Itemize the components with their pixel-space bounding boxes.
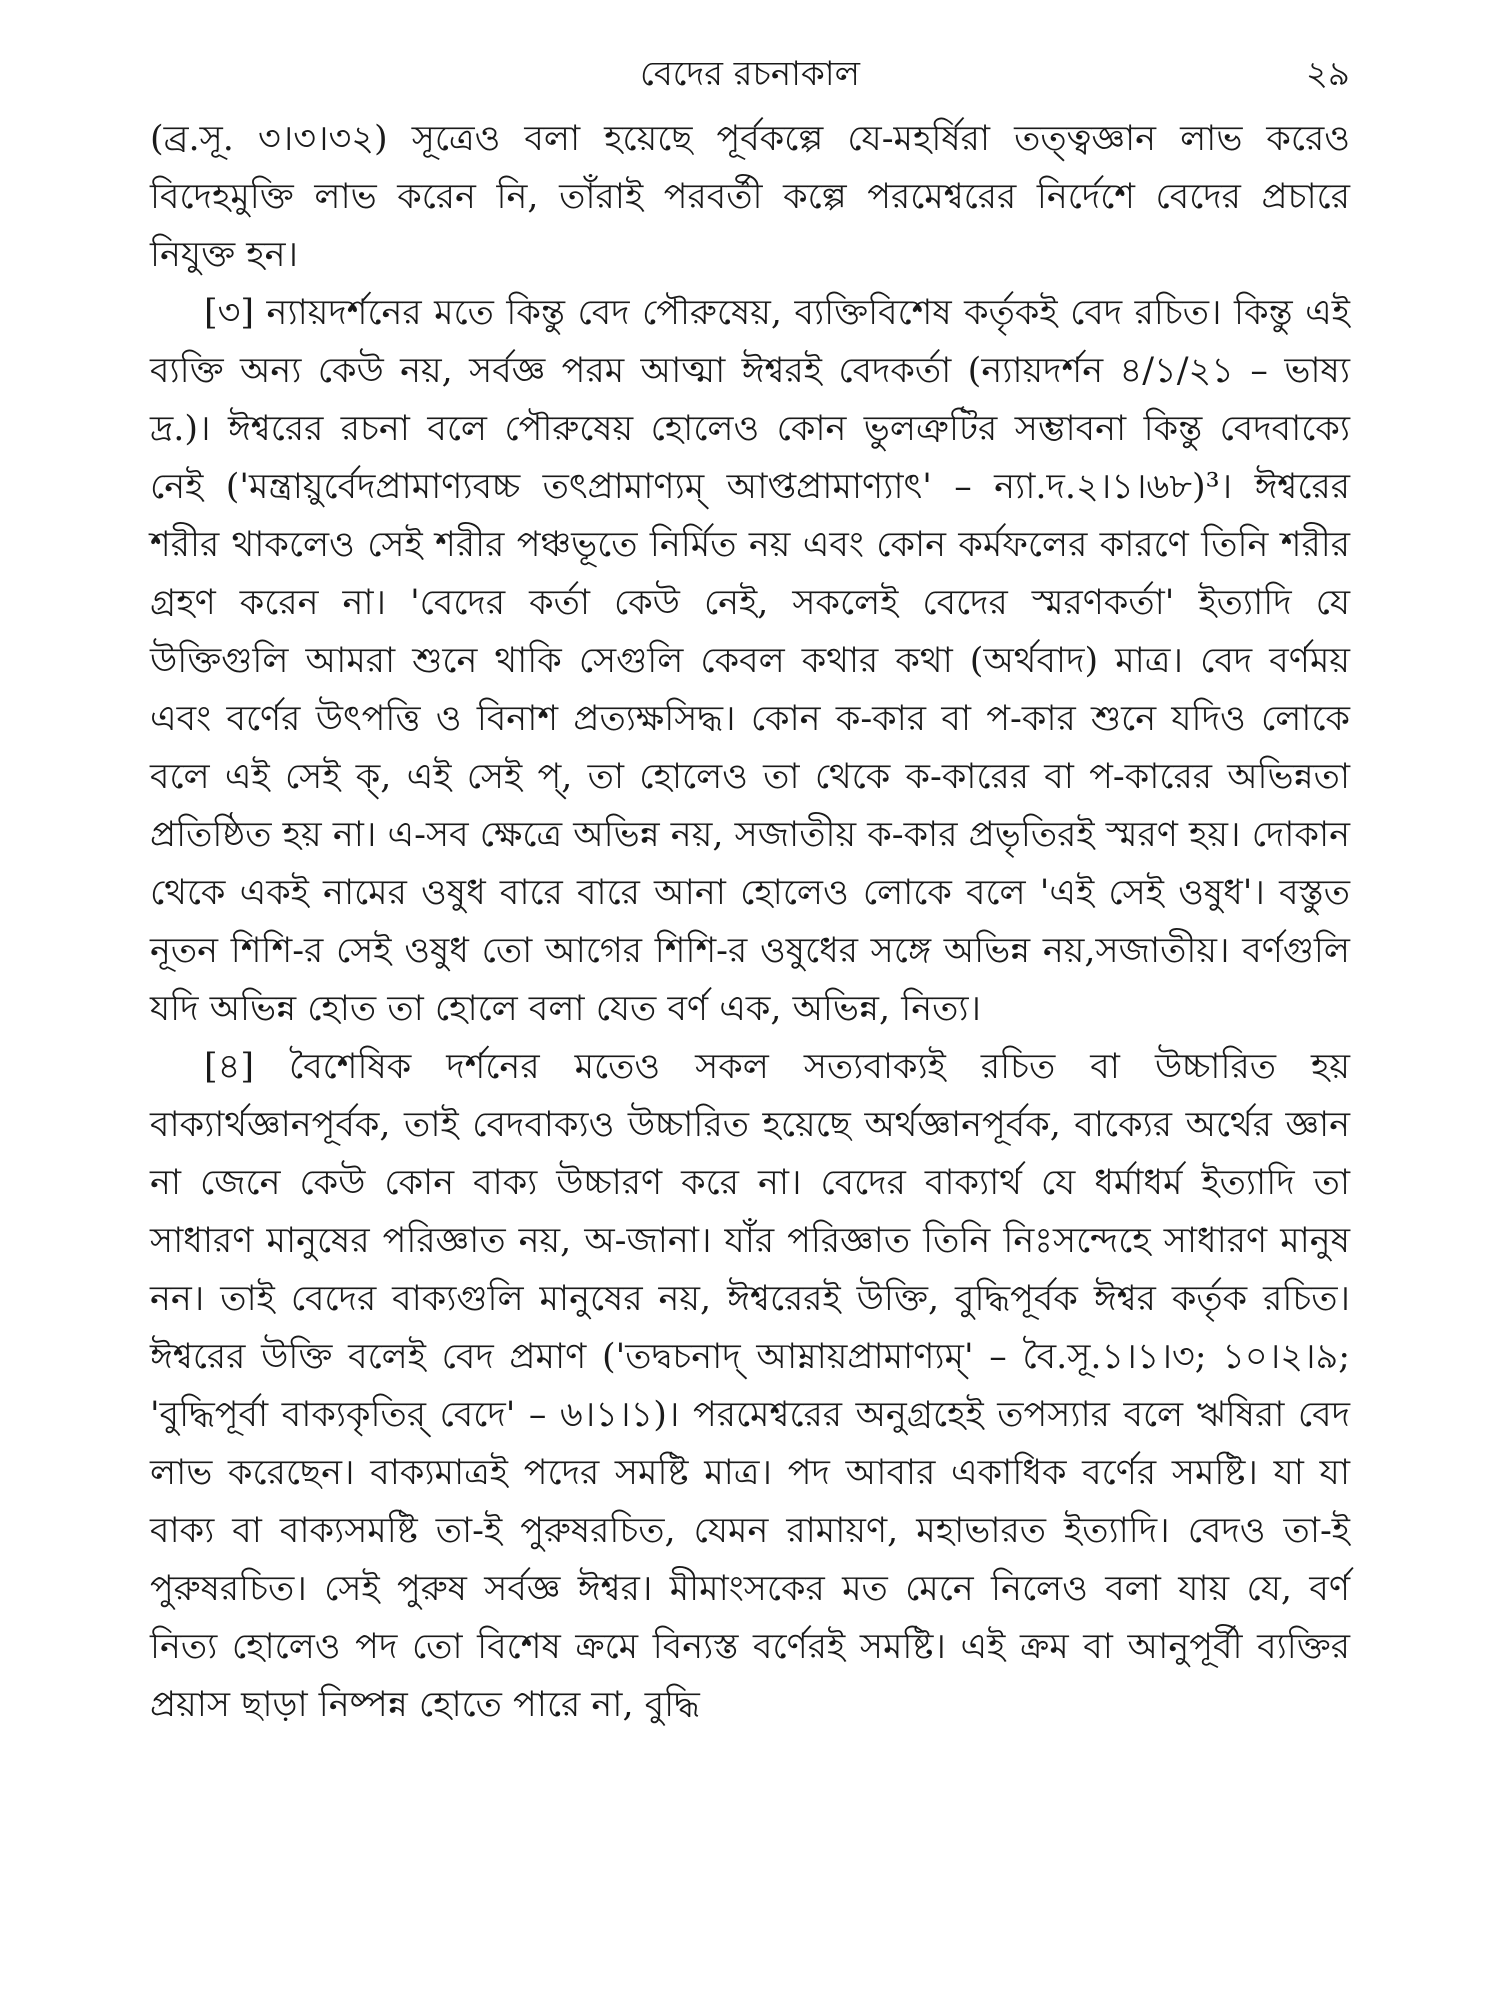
page-number: ২৯ [1305, 54, 1350, 94]
paragraph-vaisheshika: [৪] বৈশেষিক দর্শনের মতেও সকল সত্যবাক্যই রচিত বা উচ্চারিত হয় বাক্যার্থজ্ঞানপূর্বক, তাই বেদবাক্যও উচ্চারিত হয়েছে অর্থজ্ঞানপূর্বক, বাক্যের অর্থের জ্ঞান না জেনে কেউ কোন বাক্য উচ্চারণ করে না। বেদের বাক্যার্থ যে ধর্মাধর্ম ইত্যাদি তা সাধারণ মানুষের পরিজ্ঞাত নয়, অ-জানা। যাঁর পরিজ্ঞাত তিনি নিঃসন্দেহে সাধারণ মানুষ নন। তাই বেদের বাক্যগুলি মানুষের নয়, ঈশ্বরেরই উক্তি, বুদ্ধিপূর্বক ঈশ্বর কর্তৃক রচিত। ঈশ্বরের উক্তি বলেই বেদ প্রমাণ ('তদ্বচনাদ্ আম্নায়প্রামাণ্যম্' – বৈ.সূ.১।১।৩; ১০।২।৯; 'বুদ্ধিপূর্বা বাক্যকৃতির্ বেদে' – ৬।১।১)। পরমেশ্বরের অনুগ্রহেই তপস্যার বলে ঋষিরা বেদ লাভ করেছেন। বাক্যমাত্রই পদের সমষ্টি মাত্র। পদ আবার একাধিক বর্ণের সমষ্টি। যা যা বাক্য বা বাক্যসমষ্টি তা-ই পুরুষরচিত, যেমন রামায়ণ, মহাভারত ইত্যাদি। বেদও তা-ই পুরুষরচিত। সেই পুরুষ সর্বজ্ঞ ঈশ্বর। মীমাংসকের মত মেনে নিলেও বলা যায় যে, বর্ণ নিত্য হোলেও পদ তো বিশেষ ক্রমে বিন্যস্ত বর্ণেরই সমষ্টি। এই ক্রম বা আনুপূর্বী ব্যক্তির প্রয়াস ছাড়া নিষ্পন্ন হোতে পারে না, বুদ্ধি [150, 1047, 1350, 1725]
paragraph-nyaya: [৩] ন্যায়দর্শনের মতে কিন্তু বেদ পৌরুষেয়, ব্যক্তিবিশেষ কর্তৃকই বেদ রচিত। কিন্তু এই ব্যক্তি অন্য কেউ নয়, সর্বজ্ঞ পরম আত্মা ঈশ্বরই বেদকর্তা (ন্যায়দর্শন ৪/১/২১ – ভাষ্য দ্র.)। ঈশ্বরের রচনা বলে পৌরুষেয় হোলেও কোন ভুলত্রুটির সম্ভাবনা কিন্তু বেদবাক্যে নেই ('মন্ত্রায়ুর্বেদপ্রামাণ্যবচ্চ তৎপ্রামাণ্যম্ আপ্তপ্রামাণ্যাৎ' – ন্যা.দ.২।১।৬৮)³। ঈশ্বরের শরীর থাকলেও সেই শরীর পঞ্চভূতে নির্মিত নয় এবং কোন কর্মফলের কারণে তিনি শরীর গ্রহণ করেন না। 'বেদের কর্তা কেউ নেই, সকলেই বেদের স্মরণকর্তা' ইত্যাদি যে উক্তিগুলি আমরা শুনে থাকি সেগুলি কেবল কথার কথা (অর্থবাদ) মাত্র। বেদ বর্ণময় এবং বর্ণের উৎপত্তি ও বিনাশ প্রত্যক্ষসিদ্ধ। কোন ক-কার বা প-কার শুনে যদিও লোকে বলে এই সেই ক্, এই সেই প্, তা হোলেও তা থেকে ক-কারের বা প-কারের অভিন্নতা প্রতিষ্ঠিত হয় না। এ-সব ক্ষেত্রে অভিন্ন নয়, সজাতীয় ক-কার প্রভৃতিরই স্মরণ হয়। দোকান থেকে একই নামের ওষুধ বারে বারে আনা হোলেও লোকে বলে 'এই সেই ওষুধ'। বস্তুত নূতন শিশি-র সেই ওষুধ তো আগের শিশি-র ওষুধের সঙ্গে অভিন্ন নয়,সজাতীয়। বর্ণগুলি যদি অভিন্ন হোত তা হোলে বলা যেত বর্ণ এক, অভিন্ন, নিত্য। [150, 293, 1350, 1029]
body-text [150, 110, 1350, 1734]
running-title: বেদের রচনাকাল [640, 54, 860, 94]
paragraph-continuation: (ব্র.সূ. ৩।৩।৩২) সূত্রেও বলা হয়েছে পূর্বকল্পে যে-মহর্ষিরা তত্ত্বজ্ঞান লাভ করেও বিদেহমুক্তি লাভ করেন নি, তাঁরাই পরবর্তী কল্পে পরমেশ্বরের নির্দেশে বেদের প্রচারে নিযুক্ত হন। [150, 119, 1350, 275]
running-head [150, 52, 1350, 96]
